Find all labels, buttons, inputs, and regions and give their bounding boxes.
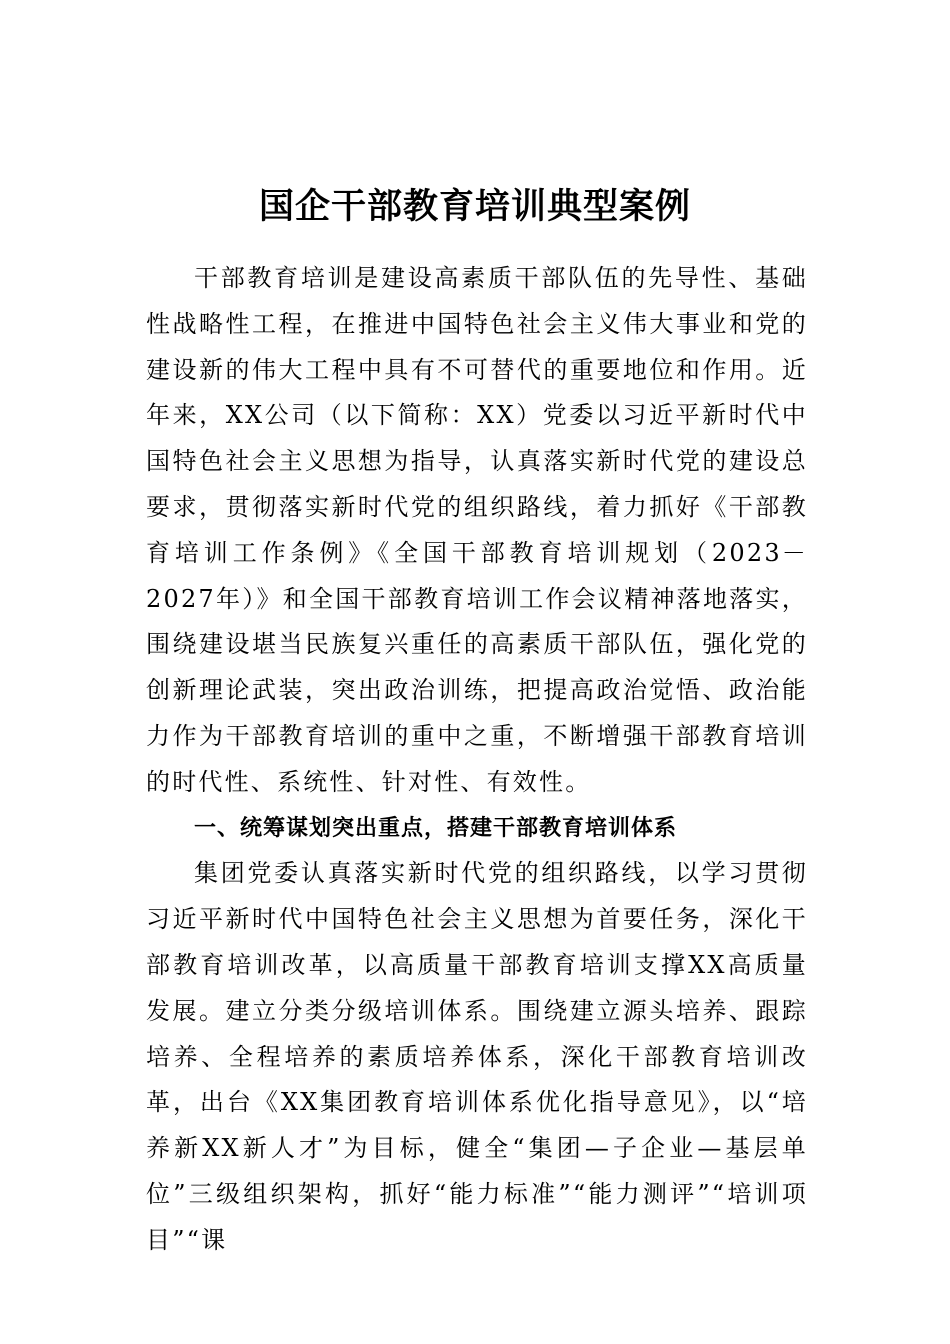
section-heading-1: 一、统筹谋划突出重点，搭建干部教育培训体系: [194, 815, 678, 841]
document-title: 国企干部教育培训典型案例: [258, 186, 691, 228]
section-1-paragraph: 集团党委认真落实新时代党的组织路线，以学习贯彻习近平新时代中国特色社会主义思想为首要任务，深化干部教育培训改革，以高质量干部教育培训支撑XX高质量发展。建立分类分级培训体系。围绕建立源头培养、跟踪培养、全程培养的素质培养体系，深化干部教育培训改革，出台《XX集团教育培训体系优化指导意见》，以“培养新XX新人才”为目标，健全“集团—子企业—基层单位”三级组织架构，抓好“能力标准”“能力测评”“培训项目”“课: [146, 859, 808, 1254]
document-body: [146, 256, 808, 1264]
intro-paragraph: 干部教育培训是建设高素质干部队伍的先导性、基础性战略性工程，在推进中国特色社会主义伟大事业和党的建设新的伟大工程中具有不可替代的重要地位和作用。近年来，XX公司（以下简称：XX）党委以习近平新时代中国特色社会主义思想为指导，认真落实新时代党的建设总要求，贯彻落实新时代党的组织路线，着力抓好《干部教育培训工作条例》《全国干部教育培训规划（2023－2027年）》和全国干部教育培训工作会议精神落地落实，围绕建设堪当民族复兴重任的高素质干部队伍，强化党的创新理论武装，突出政治训练，把提高政治觉悟、政治能力作为干部教育培训的重中之重，不断增强干部教育培训的时代性、系统性、针对性、有效性。: [146, 264, 808, 796]
